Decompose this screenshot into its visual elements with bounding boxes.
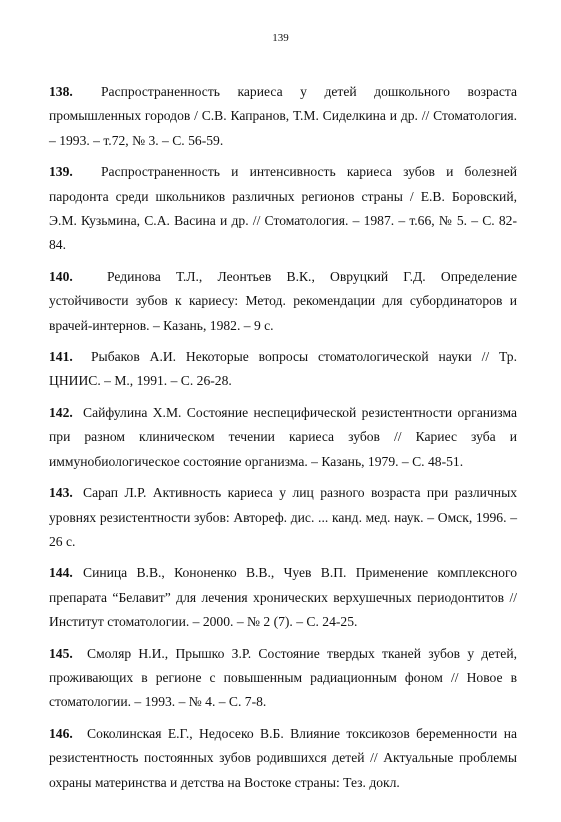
reference-number: 138. xyxy=(49,84,73,99)
reference-item xyxy=(49,722,517,795)
reference-item xyxy=(49,80,517,153)
reference-number: 139. xyxy=(49,164,73,180)
reference-text: Соколинская Е.Г., Недосеко В.Б. Влияние токсикозов беременности на резистентность постоянных зубов родившихся детей // Актуальные проблемы охраны материнства и детства на Востоке страны: Тез. докл. xyxy=(49,725,517,790)
reference-number: 145. xyxy=(49,645,73,661)
reference-text: Сарап Л.Р. Активность кариеса у лиц разного возраста при различных уровнях резистентности зубов: Автореф. дис. ... канд. мед. наук. – Омск, 1996. – 26 с. xyxy=(49,485,517,549)
reference-number: 143. xyxy=(49,485,73,501)
reference-number: 140. xyxy=(49,268,73,284)
reference-text: Синица В.В., Кононенко В.В., Чуев В.П. Применение комплексного препарата “Белавит” для лечения хронических верхушечных периодонтитов // Институт стоматологии. – 2000. – № 2 (7). – С. 24-25. xyxy=(49,565,517,630)
reference-text: Рединова Т.Л., Леонтьев В.К., Овруцкий Г.Д. Определение устойчивости зубов к кариесу: Метод. рекомендации для субординаторов и врачей-интернов. – Казань, 1982. – 9 с. xyxy=(49,268,517,333)
reference-item xyxy=(49,481,517,554)
reference-text: Распространенность кариеса у детей дошкольного возраста промышленных городов / С.В. Капранов, Т.М. Сиделкина и др. // Стоматология. – 1993. – т.72, № 3. – С. 56-59. xyxy=(49,84,517,148)
reference-item xyxy=(49,160,517,258)
reference-item xyxy=(49,345,517,394)
reference-text: Сайфулина Х.М. Состояние неспецифической резистентности организма при разном клиническом течении кариеса зубов // Кариес зуба и иммунобиологическое состояние организма. – Казань, 1979. – С. 48-51. xyxy=(49,404,517,469)
reference-item xyxy=(49,265,517,338)
reference-text: Смоляр Н.И., Прышко З.Р. Состояние твердых тканей зубов у детей, проживающих в регионе с повышенным радиационным фоном // Новое в стоматологии. – 1993. – № 4. – С. 7-8. xyxy=(49,645,517,710)
reference-number: 142. xyxy=(49,404,73,420)
page-number: 139 xyxy=(272,32,289,44)
reference-text: Рыбаков А.И. Некоторые вопросы стоматологической науки // Тр. ЦНИИС. – М., 1991. – С. 26-28. xyxy=(49,349,517,389)
reference-number: 141. xyxy=(49,349,73,365)
reference-number: 144. xyxy=(49,565,73,581)
reference-text: Распространенность и интенсивность кариеса зубов и болезней пародонта среди школьников различных регионов страны / Е.В. Боровский, Э.М. Кузьмина, С.А. Васина и др. // Стоматология. – 1987. – т.66, № 5. – С. 82-84. xyxy=(49,164,517,253)
reference-number: 146. xyxy=(49,725,73,741)
reference-item xyxy=(49,561,517,634)
reference-item xyxy=(49,401,517,474)
reference-item xyxy=(49,642,517,715)
reference-list xyxy=(49,80,517,802)
